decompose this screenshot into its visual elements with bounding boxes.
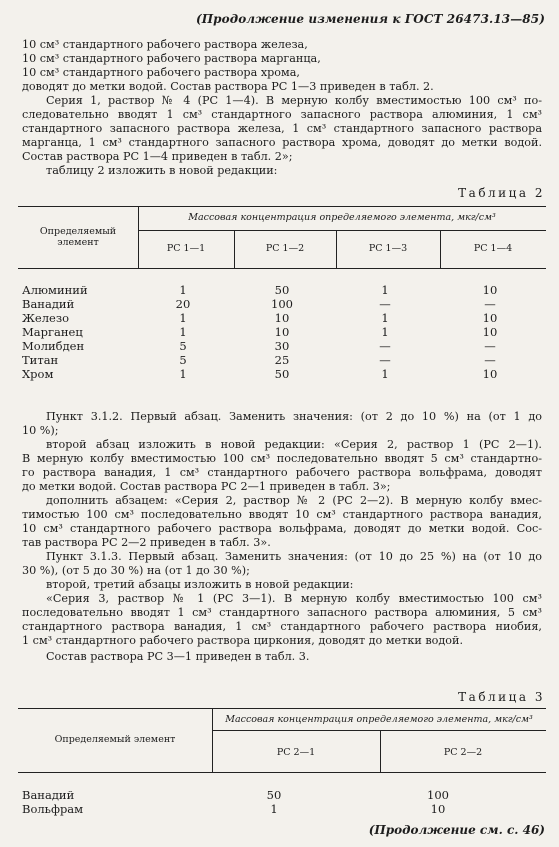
column-header: РС 2—1 [276, 747, 316, 758]
intro-line: доводят до метки водой. Состав раствора РС 1—3 приведен в табл. 2. [22, 80, 434, 93]
column-header: РС 2—2 [443, 747, 483, 758]
table-cell: 1 [381, 367, 389, 381]
column-header-element: Определяемый элемент [54, 734, 176, 745]
paragraph-line: Состав раствора РС 3—1 приведен в табл. 3. [46, 650, 310, 663]
row-label: Молибден [22, 339, 85, 353]
row-label: Вольфрам [22, 802, 84, 816]
row-label: Ванадий [22, 788, 75, 802]
table-cell: — [379, 339, 391, 353]
column-header: РС 1—2 [265, 243, 305, 254]
intro-line: 10 см³ стандартного рабочего раствора железа, [22, 38, 308, 51]
paragraph-line: 1 см³ стандартного рабочего раствора циркония, доводят до метки водой. [22, 634, 464, 647]
column-group-header: Массовая концентрация определяемого элемента, мкг/см³ [188, 212, 496, 223]
table-rule [138, 230, 546, 231]
paragraph-line: до метки водой. Состав раствора РС 2—1 приведен в табл. 3»; [22, 480, 391, 493]
table-cell: — [484, 297, 496, 311]
row-label: Алюминий [22, 283, 88, 297]
table-cell: 5 [179, 353, 187, 367]
table-cell: 10 [430, 802, 446, 816]
intro-line: 10 см³ стандартного рабочего раствора хрома, [22, 66, 300, 79]
table-cell: — [484, 339, 496, 353]
table-cell: 50 [266, 788, 282, 802]
table-cell: 50 [274, 283, 290, 297]
paragraph-line: марганца, 1 см³ стандартного запасного раствора хрома, доводят до метки водой. [22, 136, 542, 149]
table-rule [212, 708, 213, 772]
table-cell: 5 [179, 339, 187, 353]
row-label: Марганец [22, 325, 83, 339]
paragraph-line: 30 %), (от 5 до 30 %) на (от 1 до 30 %); [22, 564, 250, 577]
paragraph-line: «Серия 3, раствор № 1 (РС 3—1). В мерную колбу вместимостью 100 см³ [46, 592, 542, 605]
column-header: РС 1—4 [473, 243, 513, 254]
paragraph-line: Пункт 3.1.2. Первый абзац. Заменить значения: (от 2 до 10 %) на (от 1 до [46, 410, 542, 423]
row-label: Железо [22, 311, 70, 325]
table-cell: 10 [482, 325, 498, 339]
paragraph-line: Серия 1, раствор № 4 (РС 1—4). В мерную колбу вместимостью 100 см³ по- [46, 94, 542, 107]
paragraph-line: 10 %); [22, 424, 59, 437]
paragraph-line: тимостью 100 см³ последовательно вводят 10 см³ стандартного раствора ванадия, [22, 508, 542, 521]
column-group-header: Массовая концентрация определяемого элемента, мкг/см³ [225, 714, 533, 725]
table-cell: 10 [482, 283, 498, 297]
table-cell: 1 [381, 311, 389, 325]
table-cell: 1 [179, 311, 187, 325]
table-cell: 10 [482, 311, 498, 325]
table-cell: 30 [274, 339, 290, 353]
table-cell: 100 [271, 297, 293, 311]
table-2-title: Таблица 2 [458, 186, 545, 200]
paragraph-line: дополнить абзацем: «Серия 2, раствор № 2 (РС 2—2). В мерную колбу вмес- [46, 494, 542, 507]
paragraph-line: таблицу 2 изложить в новой редакции: [46, 164, 278, 177]
table-cell: — [379, 297, 391, 311]
table-cell: 10 [274, 325, 290, 339]
paragraph-line: тав раствора РС 2—2 приведен в табл. 3». [22, 536, 271, 549]
column-header: РС 1—3 [368, 243, 408, 254]
paragraph-line: последовательно вводят 1 см³ стандартного запасного раствора алюминия, 5 см³ [22, 606, 542, 619]
continuation-header: (Продолжение изменения к ГОСТ 26473.13—85) [195, 12, 545, 26]
row-label: Ванадий [22, 297, 75, 311]
paragraph-line: Состав раствора РС 1—4 приведен в табл. 2»; [22, 150, 293, 163]
table-cell: — [379, 353, 391, 367]
column-header-element: Определяемый элемент [39, 226, 117, 248]
table-cell: 50 [274, 367, 290, 381]
table-cell: 20 [175, 297, 191, 311]
table-3-title: Таблица 3 [458, 690, 545, 704]
paragraph-line: следовательно вводят 1 см³ стандартного запасного раствора алюминия, 1 см³ [22, 108, 542, 121]
table-rule [212, 730, 546, 731]
table-cell: — [484, 353, 496, 367]
table-cell: 1 [179, 283, 187, 297]
table-rule [18, 206, 546, 207]
table-cell: 1 [381, 283, 389, 297]
paragraph-line: го раствора ванадия, 1 см³ стандартного рабочего раствора вольфрама, доводят [22, 466, 542, 479]
paragraph-line: стандартного запасного раствора железа, 1 см³ стандартного запасного раствора [22, 122, 542, 135]
table-cell: 1 [179, 325, 187, 339]
row-label: Титан [22, 353, 59, 367]
table-cell: 100 [427, 788, 449, 802]
row-label: Хром [22, 367, 54, 381]
paragraph-line: В мерную колбу вместимостью 100 см³ последовательно вводят 5 см³ стандартно- [22, 452, 542, 465]
paragraph-line: второй абзац изложить в новой редакции: «Серия 2, раствор 1 (РС 2—1). [46, 438, 542, 451]
intro-line: 10 см³ стандартного рабочего раствора марганца, [22, 52, 321, 65]
paragraph-line: второй, третий абзацы изложить в новой редакции: [46, 578, 354, 591]
paragraph-line: 10 см³ стандартного рабочего раствора вольфрама, доводят до метки водой. Сос- [22, 522, 542, 535]
table-rule [138, 206, 139, 268]
paragraph-line: Пункт 3.1.3. Первый абзац. Заменить значения: (от 10 до 25 %) на (от 10 до [46, 550, 542, 563]
paragraph-line: стандартного раствора ванадия, 1 см³ стандартного рабочего раствора ниобия, [22, 620, 542, 633]
column-header: РС 1—1 [166, 243, 206, 254]
table-rule [18, 268, 546, 269]
table-rule [18, 708, 546, 709]
table-cell: 1 [270, 802, 278, 816]
table-cell: 1 [381, 325, 389, 339]
table-cell: 10 [482, 367, 498, 381]
table-rule [18, 772, 546, 773]
table-cell: 1 [179, 367, 187, 381]
continuation-footer: (Продолжение см. с. 46) [368, 823, 545, 837]
table-cell: 25 [274, 353, 290, 367]
table-cell: 10 [274, 311, 290, 325]
